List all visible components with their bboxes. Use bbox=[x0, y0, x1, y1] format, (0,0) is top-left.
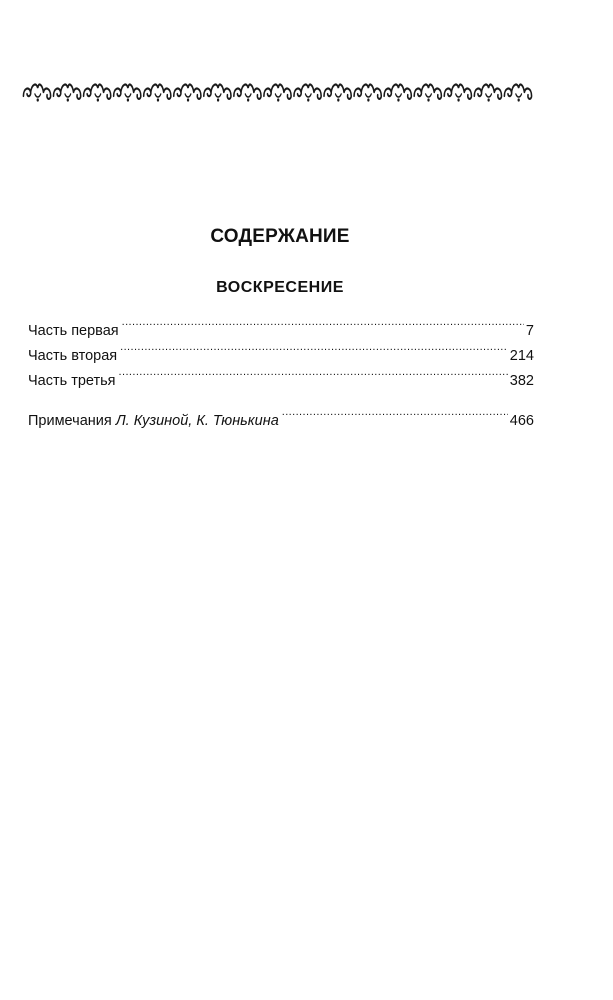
ornament-motif bbox=[294, 85, 321, 102]
ornament-motif bbox=[384, 85, 411, 102]
toc-entry-label: Часть первая bbox=[28, 323, 119, 339]
dot-leader bbox=[282, 400, 508, 425]
ornament-border bbox=[22, 78, 533, 108]
ornament-motif bbox=[204, 85, 231, 102]
ornament-motif bbox=[23, 85, 50, 102]
ornament-motif bbox=[444, 85, 471, 102]
ornament-motif bbox=[84, 85, 111, 102]
contents-heading: СОДЕРЖАНИЕ bbox=[210, 226, 350, 247]
toc-entry-page: 466 bbox=[509, 413, 534, 429]
toc-entry-page: 382 bbox=[509, 373, 534, 389]
ornament-motif bbox=[114, 85, 141, 102]
ornament-motif bbox=[144, 85, 171, 102]
toc-entry-label bbox=[28, 409, 282, 434]
notes-label: Примечания bbox=[28, 413, 112, 429]
toc-entry-page: 214 bbox=[509, 348, 534, 364]
toc-entry-page: 7 bbox=[525, 323, 534, 339]
work-title: ВОСКРЕСЕНИЕ bbox=[216, 279, 344, 296]
dot-leader bbox=[119, 360, 508, 385]
ornament-motif bbox=[53, 85, 80, 102]
ornament-motif bbox=[324, 85, 351, 102]
ornament-motif bbox=[474, 85, 501, 102]
dot-leader bbox=[120, 335, 508, 360]
toc-entry-label: Часть вторая bbox=[28, 348, 118, 364]
toc-entry-label: Часть третья bbox=[28, 373, 116, 389]
ornament-motif bbox=[264, 85, 291, 102]
ornament-motif bbox=[414, 85, 441, 102]
ornament-motif bbox=[504, 85, 531, 102]
ornament-motif bbox=[354, 85, 381, 102]
toc-entry-notes[interactable] bbox=[28, 400, 534, 429]
ornament-motif bbox=[174, 85, 201, 102]
toc-entry-part-1[interactable] bbox=[28, 310, 534, 339]
dot-leader bbox=[122, 310, 524, 335]
table-of-contents bbox=[28, 310, 534, 429]
notes-authors: Л. Кузиной, К. Тюнькина bbox=[115, 413, 279, 429]
ornament-motif bbox=[234, 85, 261, 102]
